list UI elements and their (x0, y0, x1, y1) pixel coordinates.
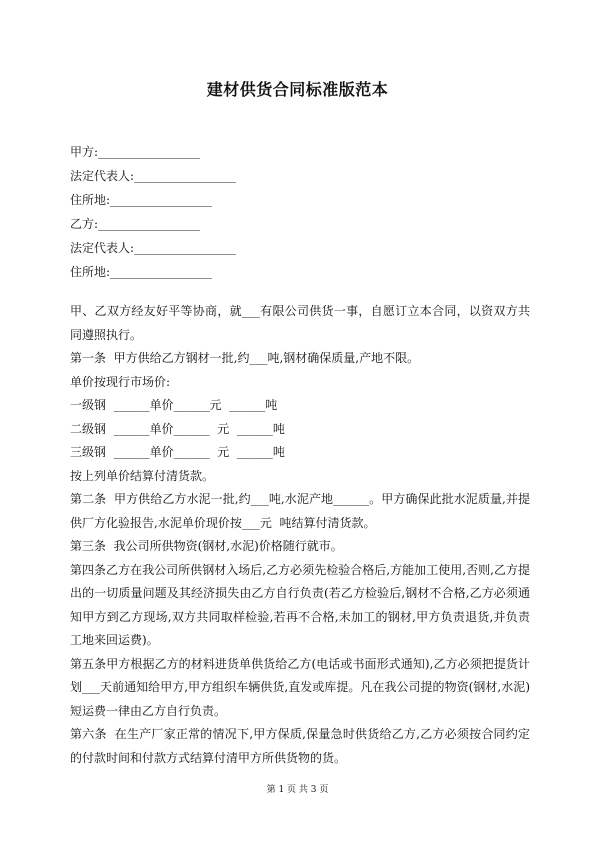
page-number-footer: 第 1 页 共 3 页 (266, 785, 329, 795)
article-3-paragraph: 第三条 我公司所供物资(钢材,水泥)价格随行就市。 (70, 539, 343, 553)
party-a-name-line: 甲方:_________________ (70, 145, 201, 159)
contract-body (70, 300, 530, 770)
party-a-legal-representative-line: 法定代表人:_________________ (70, 169, 237, 183)
preamble-paragraph: 甲、乙双方经友好平等协商，就___有限公司供货一事，自愿订立本合同，以资双方共同遵照执行。 (70, 304, 530, 342)
steel-grade-1-line: 一级钢 ______单价______元 ______吨 (70, 398, 278, 412)
party-b-legal-representative-line: 法定代表人:_________________ (70, 241, 237, 255)
steel-grade-3-line: 三级钢 ______单价______ 元 ______吨 (70, 445, 285, 459)
article-5-paragraph: 第五条甲方根据乙方的材料进货单供货给乙方(电话或书面形式通知),乙方必须把提货计划___天前通知给甲方,甲方组织车辆供货,直发或库提。凡在我公司提的物资(钢材,水泥)短运费一律由乙方自行负责。 (70, 656, 530, 718)
article-4-paragraph: 第四条乙方在我公司所供钢材入场后,乙方必须先检验合格后,方能加工使用,否则,乙方提出的一切质量问题及其经济损失由乙方自行负责(若乙方检验后,钢材不合格,乙方必须通知甲方到乙方现场,双方共同取样检验,若再不合格,未加工的钢材,甲方负责退货,并负责工地来回运费)。 (70, 562, 530, 647)
settlement-note: 按上列单价结算付清货款。 (70, 468, 215, 483)
party-info-block (70, 140, 530, 284)
article-1-paragraph: 第一条 甲方供给乙方钢材一批,约___吨,钢材确保质量,产地不限。 (70, 351, 420, 365)
article-2-paragraph: 第二条 甲方供给乙方水泥一批,约___吨,水泥产地______。甲方确保此批水泥质量,并提供厂方化验报告,水泥单价现价按___元 吨结算付清货款。 (70, 492, 530, 530)
document-title: 建材供货合同标准版范本 (206, 80, 389, 99)
article-6-paragraph: 第六条 在生产厂家正常的情况下,甲方保质,保量急时供货给乙方,乙方必须按合同约定的付款时间和付款方式结算付清甲方所供货物的货。 (70, 727, 530, 765)
unit-price-intro: 单价按现行市场价: (70, 374, 171, 389)
party-a-address-line: 住所地:_________________ (70, 193, 213, 207)
steel-grade-2-line: 二级钢 ______单价______ 元 ______吨 (70, 421, 285, 436)
party-b-name-line: 乙方:_________________ (70, 217, 201, 231)
party-b-address-line: 住所地:_________________ (70, 265, 213, 279)
